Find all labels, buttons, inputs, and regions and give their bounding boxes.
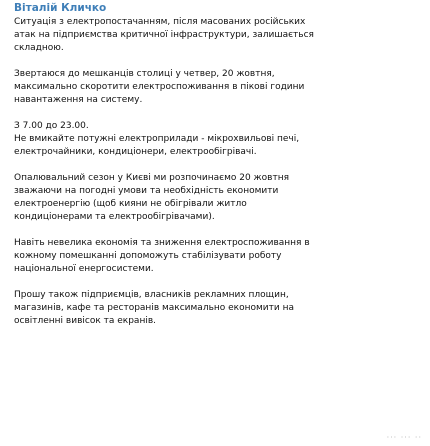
message-bubble bbox=[14, 1, 422, 328]
message-paragraph-3: З 7.00 до 23.00. Не вмикайте потужні електроприлади - мікрохвильові печі, електрочайники, кондиціонери, електрообігрівачі. bbox=[14, 121, 300, 157]
message-paragraph-5: Навіть невелика економія та зниження електроспоживання в кожному помешканні допоможуть стабілізувати роботу національної енергосистеми. bbox=[14, 238, 310, 274]
paragraph-gap bbox=[14, 55, 422, 68]
paragraph-gap bbox=[14, 224, 422, 237]
message-paragraph-4: Опалювальний сезон у Києві ми розпочинаємо 20 жовтня зважаючи на погодні умови та необхідність економити електроенергію (щоб кияни не обігрівали житло кондиціонерами та електрообігрівачами). bbox=[14, 173, 290, 222]
paragraph-gap bbox=[14, 107, 422, 120]
paragraph-gap bbox=[14, 276, 422, 289]
message-paragraph-2: Звертаюся до мешканців столиці у четвер, 20 жовтня, максимально скоротити електроспоживання в пікові години навантаження на систему. bbox=[14, 69, 305, 105]
message-paragraph-1: Ситуація з електропостачанням, після масованих російських атак на підприємства критичної інфраструктури, залишається складною. bbox=[14, 17, 314, 53]
paragraph-gap bbox=[14, 159, 422, 172]
author-name[interactable]: Віталій Кличко bbox=[14, 2, 107, 14]
message-meta-faded: ··· ··· ·· bbox=[386, 433, 422, 442]
message-paragraph-6: Прошу також підприємців, власників рекламних площин, магазинів, кафе та ресторанів максимально економити на освітленні вивісок та екранів. bbox=[14, 290, 294, 326]
